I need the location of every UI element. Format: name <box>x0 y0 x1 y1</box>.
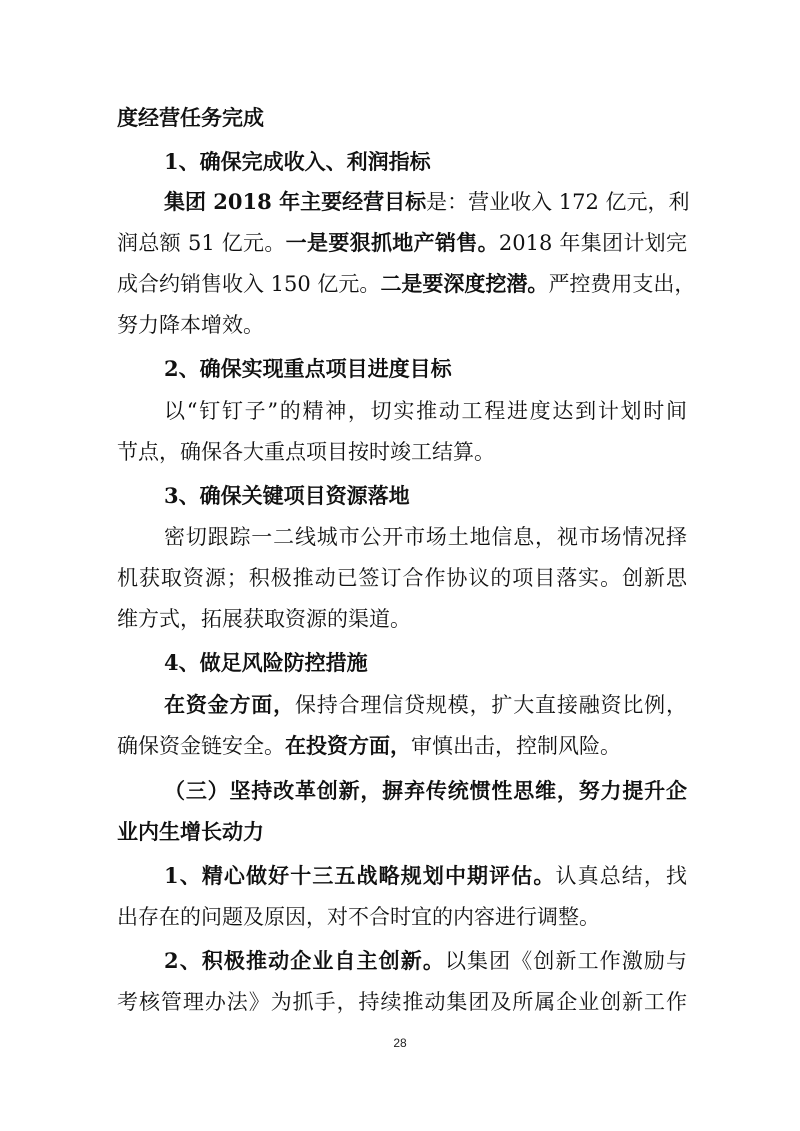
heading-text: 2、确保实现重点项目进度目标 <box>164 356 452 381</box>
text-run: 确保资金链安全。 <box>117 734 285 758</box>
text-run: 以集团《创新工作激励与 <box>444 949 687 973</box>
bold-phrase: 2、积极推动企业自主创新。 <box>164 948 445 973</box>
paragraph-line <box>117 269 696 299</box>
bold-phrase: 1、精心做好十三五战略规划中期评估。 <box>164 863 556 888</box>
paragraph-line <box>117 987 687 1017</box>
text-run: 保持合理信贷规模，扩大直接融资比例， <box>294 693 688 717</box>
text-run: 机获取资源；积极推动已签订合作协议的项目落实。创新思 <box>117 566 687 590</box>
text-run: 以“钉钉子”的精神，切实推动工程进度达到计划时间 <box>164 399 687 423</box>
paragraph-line <box>117 310 687 340</box>
paragraph-line <box>164 522 687 552</box>
text-run: 节点，确保各大重点项目按时竣工结算。 <box>117 440 495 464</box>
heading-1 <box>164 147 687 177</box>
paragraph-line <box>164 187 690 217</box>
paragraph-line <box>117 437 687 467</box>
text-run: 认真总结，找 <box>555 864 688 888</box>
text-run: 密切跟踪一二线城市公开市场土地信息，视市场情况择 <box>164 525 687 549</box>
text-run: 是：营业收入 172 亿元，利 <box>426 190 690 214</box>
bold-phrase: 在投资方面， <box>285 733 411 758</box>
heading-text: 4、做足风险防控措施 <box>164 650 368 675</box>
text-run: 审慎出击，控制风险。 <box>411 734 621 758</box>
paragraph-line <box>164 861 687 891</box>
text-run: 维方式，拓展获取资源的渠道。 <box>117 607 411 631</box>
paragraph-line <box>117 228 687 258</box>
text-run: 努力降本增效。 <box>117 313 264 337</box>
paragraph-line <box>117 731 687 761</box>
paragraph-line <box>117 563 687 593</box>
bold-phrase: 在资金方面， <box>164 692 295 717</box>
paragraph-line <box>164 396 687 426</box>
section-heading <box>164 776 687 806</box>
paragraph-line <box>164 690 687 720</box>
bold-phrase: 二是要深度挖潜。 <box>380 271 549 296</box>
paragraph-line <box>117 604 687 634</box>
text-run: 严控费用支出， <box>548 272 696 296</box>
heading-text: 1、确保完成收入、利润指标 <box>164 149 431 174</box>
text-run: 出存在的问题及原因，对不合时宜的内容进行调整。 <box>117 905 600 929</box>
text-run: 2018 年集团计划完 <box>498 231 687 255</box>
heading-text: （三）坚持改革创新，摒弃传统惯性思维，努力提升企 <box>164 778 687 803</box>
section-title-continuation: 度经营任务完成 <box>117 105 264 130</box>
heading-2 <box>164 354 687 384</box>
text-run: 润总额 51 亿元。 <box>117 231 286 255</box>
page-number: 28 <box>393 1036 407 1050</box>
paragraph-line <box>117 103 687 133</box>
heading-3 <box>164 481 687 511</box>
paragraph-line <box>164 946 687 976</box>
bold-phrase: 集团 2018 年主要经营目标 <box>164 189 427 214</box>
text-run: 考核管理办法》为抓手，持续推动集团及所属企业创新工作 <box>117 990 687 1014</box>
paragraph-line <box>117 902 687 932</box>
heading-text: 3、确保关键项目资源落地 <box>164 483 410 508</box>
section-heading-continuation <box>117 817 687 847</box>
text-run: 成合约销售收入 150 亿元。 <box>117 272 381 296</box>
bold-phrase: 一是要狠抓地产销售。 <box>285 230 499 255</box>
heading-text: 业内生增长动力 <box>117 819 264 844</box>
heading-4 <box>164 648 687 678</box>
